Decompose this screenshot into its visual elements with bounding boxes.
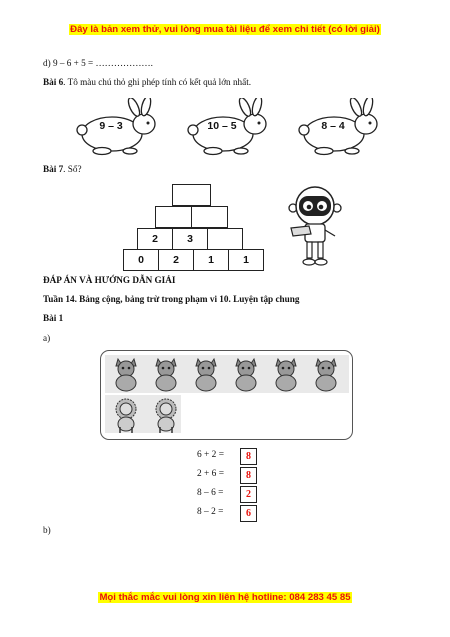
pyramid-number: 1	[243, 254, 249, 266]
answer-box[interactable]: 6	[240, 505, 257, 522]
exercise-6-heading	[43, 77, 251, 87]
pyramid-number: 0	[138, 254, 144, 266]
rabbit-1[interactable]	[72, 98, 162, 158]
equation-expr: 8 – 6 =	[197, 488, 224, 498]
week-title: Tuần 14. Bảng cộng, bảng trừ trong phạm vi 10. Luyện tập chung	[43, 294, 300, 304]
part-b-label: b)	[43, 525, 51, 535]
equation-expr: 6 + 2 =	[197, 450, 224, 460]
cat-icon	[228, 356, 264, 392]
preview-banner: Đây là bản xem thử, vui lòng mua tài liệu để xem chi tiết (có lời giải)	[70, 24, 380, 35]
pyramid-block	[158, 249, 194, 271]
rabbit-3[interactable]	[294, 98, 384, 158]
cat-icon	[148, 356, 184, 392]
pyramid-block-top[interactable]	[172, 184, 211, 206]
pyramid-number: 3	[187, 233, 193, 245]
rabbit-expression: 9 – 3	[99, 120, 123, 132]
hotline-banner: Mọi thắc mắc vui lòng xin liên hệ hotline: 084 283 45 85	[99, 592, 351, 603]
cat-icon	[188, 356, 224, 392]
answer-box[interactable]: 8	[240, 448, 257, 465]
pyramid-block[interactable]	[191, 206, 228, 228]
exercise-6-label: Bài 6	[43, 77, 64, 87]
part-a-label: a)	[43, 333, 51, 343]
equation-expr: 2 + 6 =	[197, 469, 224, 479]
pyramid-number: 1	[208, 254, 214, 266]
exercise-7-text: . Số?	[63, 164, 82, 174]
pyramid-block	[228, 249, 264, 271]
exercise-7-heading	[43, 164, 82, 174]
exercise-7-label: Bài 7	[43, 164, 64, 174]
pyramid-number: 2	[173, 254, 179, 266]
pyramid-block[interactable]	[155, 206, 192, 228]
cat-icon	[308, 356, 344, 392]
cat-icon	[268, 356, 304, 392]
pyramid-block[interactable]	[172, 228, 208, 250]
cat-icon	[108, 356, 144, 392]
exercise-1-label: Bài 1	[43, 313, 64, 323]
answer-box[interactable]: 8	[240, 467, 257, 484]
rabbit-expression: 10 – 5	[207, 120, 237, 132]
rabbit-2[interactable]	[183, 98, 273, 158]
equation-expr: 8 – 2 =	[197, 507, 224, 517]
pyramid-number: 2	[152, 233, 158, 245]
exercise-d: d) 9 – 6 + 5 = ……………….	[43, 58, 153, 68]
lion-icon	[148, 397, 184, 433]
rabbit-expression: 8 – 4	[321, 120, 345, 132]
pyramid-block[interactable]	[207, 228, 243, 250]
pyramid-block	[193, 249, 229, 271]
pyramid-block	[123, 249, 159, 271]
pyramid-block[interactable]	[137, 228, 173, 250]
robot-icon	[285, 186, 345, 270]
answers-heading: ĐÁP ÁN VÀ HƯỚNG DẪN GIẢI	[43, 275, 176, 285]
answer-box[interactable]: 2	[240, 486, 257, 503]
exercise-6-text: . Tô màu chú thỏ ghi phép tính có kết quả lớn nhất.	[63, 77, 252, 87]
lion-icon	[108, 397, 144, 433]
